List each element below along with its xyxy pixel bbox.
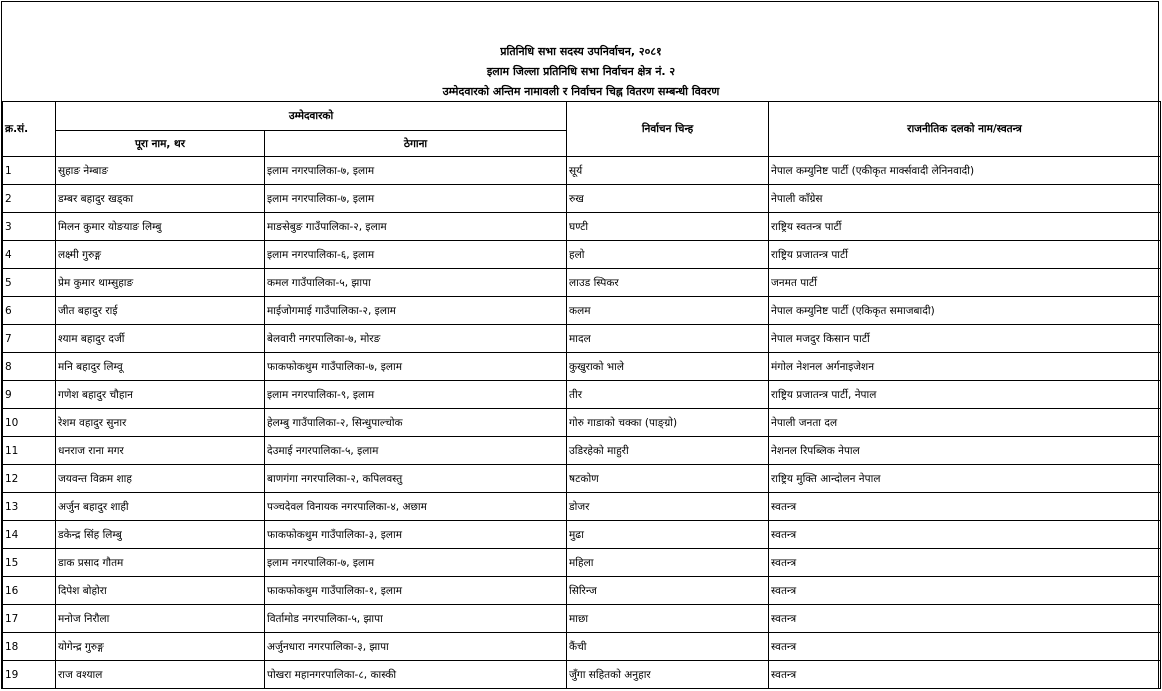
cell-address: बेलवारी नगरपालिका-७, मोरङ: [265, 325, 567, 353]
cell-serial: 15: [3, 549, 56, 577]
cell-serial: 1: [3, 157, 56, 185]
table-row: [3, 325, 1161, 353]
table-row: [3, 185, 1161, 213]
cell-address: इलाम नगरपालिका-९, इलाम: [265, 381, 567, 409]
cell-party: मंगोल नेशनल अर्गनाइजेशन: [769, 353, 1161, 381]
cell-serial: 4: [3, 241, 56, 269]
table-row: [3, 381, 1161, 409]
cell-full-name: श्याम बहादुर दर्जी: [56, 325, 265, 353]
cell-full-name: दिपेश बोहोरा: [56, 577, 265, 605]
table-row: [3, 549, 1161, 577]
cell-serial: 18: [3, 633, 56, 661]
cell-full-name: योगेन्द्र गुरुङ्ग: [56, 633, 265, 661]
cell-symbol: जुँगा सहितको अनुहार: [567, 661, 769, 689]
cell-full-name: राज वश्याल: [56, 661, 265, 689]
cell-full-name: मनोज निरौला: [56, 605, 265, 633]
cell-address: पोखरा महानगरपालिका-८, कास्की: [265, 661, 567, 689]
cell-address: विर्तामोड नगरपालिका-५, झापा: [265, 605, 567, 633]
cell-party: राष्ट्रिय प्रजातन्त्र पार्टी: [769, 241, 1161, 269]
cell-serial: 12: [3, 465, 56, 493]
cell-symbol: कलम: [567, 297, 769, 325]
cell-address: फाकफोकथुम गाउँपालिका-३, इलाम: [265, 521, 567, 549]
table-row: [3, 493, 1161, 521]
table-row: [3, 661, 1161, 689]
cell-address: इलाम नगरपालिका-६, इलाम: [265, 241, 567, 269]
cell-serial: 11: [3, 437, 56, 465]
cell-symbol: षटकोण: [567, 465, 769, 493]
cell-address: पञ्चदेवल विनायक नगरपालिका-४, अछाम: [265, 493, 567, 521]
cell-serial: 14: [3, 521, 56, 549]
cell-full-name: डाक प्रसाद गौतम: [56, 549, 265, 577]
table-body: [3, 157, 1161, 689]
cell-full-name: सुहाङ नेम्बाङ: [56, 157, 265, 185]
cell-symbol: गोरु गाडाको चक्का (पाङ्ग्रो): [567, 409, 769, 437]
cell-party: नेपाली कॉंग्रेस: [769, 185, 1161, 213]
cell-party: नेपाल कम्युनिष्ट पार्टी (एकिकृत समाजबादी): [769, 297, 1161, 325]
cell-symbol: महिला: [567, 549, 769, 577]
cell-party: जनमत पार्टी: [769, 269, 1161, 297]
cell-address: माईजोगमाई गाउँपालिका-२, इलाम: [265, 297, 567, 325]
cell-full-name: जीत बहादुर राई: [56, 297, 265, 325]
table-row: [3, 633, 1161, 661]
cell-party: नेपाली जनता दल: [769, 409, 1161, 437]
header-serial: क्र.सं.: [3, 102, 56, 157]
cell-symbol: हलो: [567, 241, 769, 269]
cell-party: स्वतन्त्र: [769, 493, 1161, 521]
cell-address: बाणगंगा नगरपालिका-२, कपिलवस्तु: [265, 465, 567, 493]
cell-address: इलाम नगरपालिका-७, इलाम: [265, 185, 567, 213]
candidate-table: [2, 101, 1161, 689]
cell-full-name: लक्ष्मी गुरुङ्ग: [56, 241, 265, 269]
list-title: उम्मेदवारको अन्तिम नामावली र निर्वाचन चिह्न वितरण सम्बन्धी विवरण: [442, 85, 720, 98]
table-row: [3, 213, 1161, 241]
title-block: [2, 2, 1160, 101]
cell-full-name: डकेन्द्र सिंह लिम्बु: [56, 521, 265, 549]
table-row: [3, 577, 1161, 605]
cell-full-name: जयवन्त विक्रम शाह: [56, 465, 265, 493]
table-row: [3, 269, 1161, 297]
cell-full-name: मिलन कुमार योङयाङ लिम्बु: [56, 213, 265, 241]
header-address: ठेगाना: [265, 131, 567, 157]
cell-serial: 16: [3, 577, 56, 605]
cell-symbol: तीर: [567, 381, 769, 409]
cell-full-name: अर्जुन बहादुर शाही: [56, 493, 265, 521]
header-full-name: पूरा नाम, थर: [56, 131, 265, 157]
header-party: राजनीतिक दलको नाम/स्वतन्त्र: [769, 102, 1161, 157]
cell-symbol: कैंची: [567, 633, 769, 661]
cell-party: राष्ट्रिय मुक्ति आन्दोलन नेपाल: [769, 465, 1161, 493]
cell-symbol: मादल: [567, 325, 769, 353]
cell-party: राष्ट्रिय प्रजातन्त्र पार्टी, नेपाल: [769, 381, 1161, 409]
cell-symbol: कुखुराको भाले: [567, 353, 769, 381]
cell-full-name: प्रेम कुमार थाम्सुहाङ: [56, 269, 265, 297]
table-row: [3, 605, 1161, 633]
document-sheet: [1, 1, 1159, 689]
cell-address: माङसेबुङ गाउँपालिका-२, इलाम: [265, 213, 567, 241]
table-row: [3, 157, 1161, 185]
cell-party: स्वतन्त्र: [769, 577, 1161, 605]
table-row: [3, 297, 1161, 325]
cell-party: नेपाल कम्युनिष्ट पार्टी (एकीकृत मार्क्सवादी लेनिनवादी): [769, 157, 1161, 185]
cell-serial: 17: [3, 605, 56, 633]
cell-party: स्वतन्त्र: [769, 661, 1161, 689]
cell-full-name: धनराज राना मगर: [56, 437, 265, 465]
cell-full-name: रेशम वहादुर सुनार: [56, 409, 265, 437]
cell-symbol: घण्टी: [567, 213, 769, 241]
cell-symbol: सिरिन्ज: [567, 577, 769, 605]
cell-serial: 3: [3, 213, 56, 241]
cell-address: फाकफोकथुम गाउँपालिका-१, इलाम: [265, 577, 567, 605]
cell-full-name: मनि बहादुर लिम्वू: [56, 353, 265, 381]
constituency-title: इलाम जिल्ला प्रतिनिधि सभा निर्वाचन क्षेत्र नं. २: [486, 65, 676, 78]
cell-full-name: डम्बर बहादुर खड्का: [56, 185, 265, 213]
header-candidate-group: उम्मेदवारको: [56, 102, 567, 131]
table-row: [3, 241, 1161, 269]
header-symbol: निर्वाचन चिन्ह: [567, 102, 769, 157]
cell-party: नेपाल मजदुर किसान पार्टी: [769, 325, 1161, 353]
cell-symbol: मुढा: [567, 521, 769, 549]
table-row: [3, 465, 1161, 493]
cell-full-name: गणेश बहादुर चौहान: [56, 381, 265, 409]
table-row: [3, 437, 1161, 465]
cell-address: फाकफोकथुम गाउँपालिका-७, इलाम: [265, 353, 567, 381]
cell-serial: 7: [3, 325, 56, 353]
cell-serial: 8: [3, 353, 56, 381]
table-row: [3, 353, 1161, 381]
cell-serial: 6: [3, 297, 56, 325]
cell-symbol: माछा: [567, 605, 769, 633]
cell-serial: 9: [3, 381, 56, 409]
cell-address: कमल गाउँपालिका-५, झापा: [265, 269, 567, 297]
cell-party: नेशनल रिपब्लिक नेपाल: [769, 437, 1161, 465]
cell-symbol: उडिरहेको माहुरी: [567, 437, 769, 465]
cell-serial: 13: [3, 493, 56, 521]
cell-symbol: डोजर: [567, 493, 769, 521]
cell-party: स्वतन्त्र: [769, 605, 1161, 633]
cell-symbol: रुख: [567, 185, 769, 213]
cell-symbol: सूर्य: [567, 157, 769, 185]
cell-serial: 2: [3, 185, 56, 213]
table-row: [3, 409, 1161, 437]
cell-serial: 10: [3, 409, 56, 437]
cell-party: स्वतन्त्र: [769, 549, 1161, 577]
cell-address: इलाम नगरपालिका-७, इलाम: [265, 549, 567, 577]
cell-symbol: लाउड स्पिकर: [567, 269, 769, 297]
election-title: प्रतिनिधि सभा सदस्य उपनिर्वाचन, २०८१: [500, 45, 662, 58]
cell-serial: 5: [3, 269, 56, 297]
table-row: [3, 521, 1161, 549]
cell-address: देउमाई नगरपालिका-५, इलाम: [265, 437, 567, 465]
cell-party: राष्ट्रिय स्वतन्त्र पार्टी: [769, 213, 1161, 241]
cell-serial: 19: [3, 661, 56, 689]
cell-party: स्वतन्त्र: [769, 521, 1161, 549]
cell-address: इलाम नगरपालिका-७, इलाम: [265, 157, 567, 185]
cell-address: अर्जुनधारा नगरपालिका-३, झापा: [265, 633, 567, 661]
cell-address: हेलम्बु गाउँपालिका-२, सिन्धुपाल्चोक: [265, 409, 567, 437]
cell-party: स्वतन्त्र: [769, 633, 1161, 661]
